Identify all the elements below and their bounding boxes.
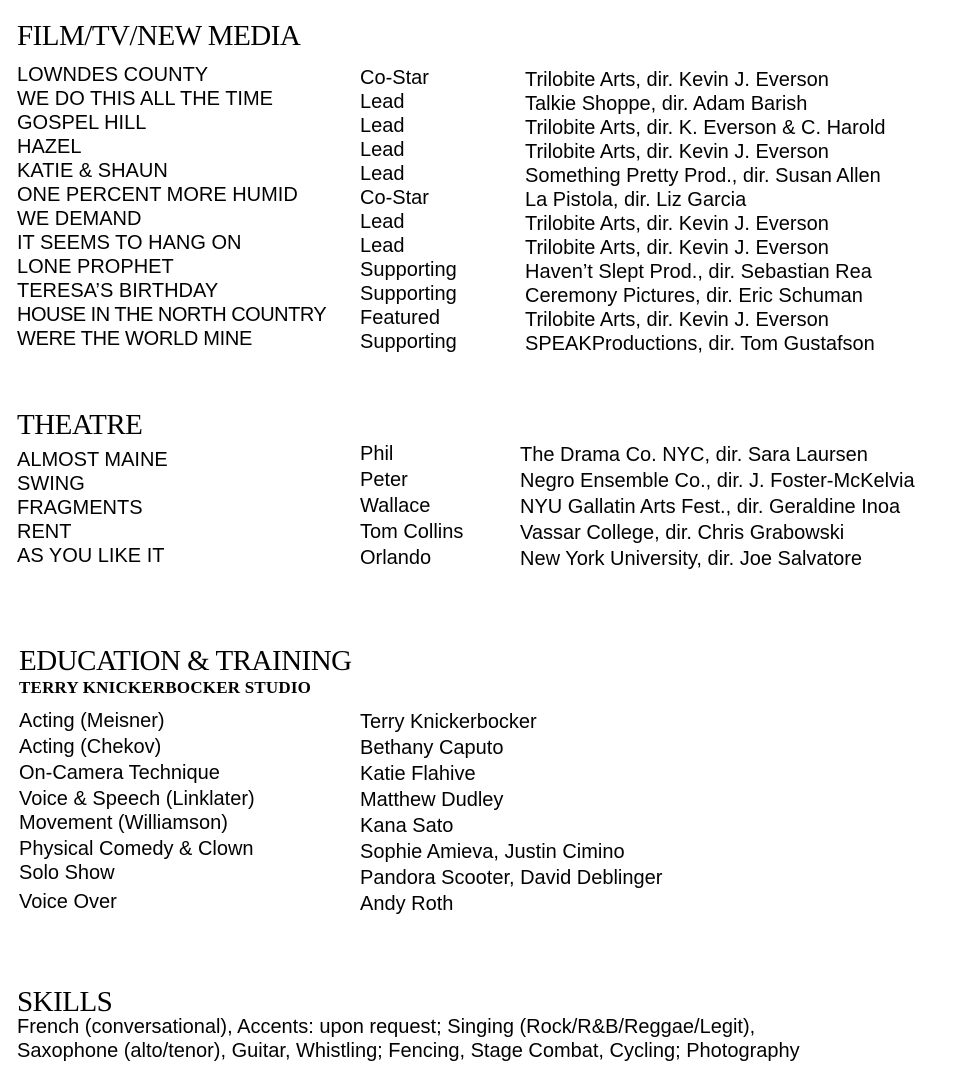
film-role: Supporting	[360, 259, 457, 281]
film-role: Lead	[360, 139, 405, 161]
theatre-titles	[17, 448, 168, 568]
film-credit: Trilobite Arts, dir. Kevin J. Everson	[525, 141, 829, 163]
theatre-role: Tom Collins	[360, 521, 464, 543]
skills-line: Saxophone (alto/tenor), Guitar, Whistling; Fencing, Stage Combat, Cycling; Photography	[17, 1040, 800, 1062]
theatre-credit: NYU Gallatin Arts Fest., dir. Geraldine Inoa	[520, 496, 901, 518]
skills-line: French (conversational), Accents: upon request; Singing (Rock/R&B/Reggae/Legit),	[17, 1016, 756, 1038]
theatre-credit: The Drama Co. NYC, dir. Sara Laursen	[520, 444, 868, 466]
training-subject: Movement (Williamson)	[19, 812, 228, 834]
film-title: WE DEMAND	[17, 208, 142, 230]
theatre-credit: New York University, dir. Joe Salvatore	[520, 548, 863, 570]
film-title: WERE THE WORLD MINE	[17, 328, 253, 350]
training-subject: Voice & Speech (Linklater)	[19, 788, 255, 810]
studio-name: TERRY KNICKERBOCKER STUDIO	[19, 678, 312, 697]
film-role: Co-Star	[360, 67, 429, 89]
film-role: Lead	[360, 211, 405, 233]
training-teacher: Sophie Amieva, Justin Cimino	[360, 841, 625, 863]
training-teacher: Katie Flahive	[360, 763, 476, 785]
training-subject: On-Camera Technique	[19, 762, 220, 784]
film-title: LONE PROPHET	[17, 256, 174, 278]
theatre-title: SWING	[17, 473, 85, 495]
film-role: Lead	[360, 163, 405, 185]
film-credit: Something Pretty Prod., dir. Susan Allen	[525, 165, 881, 187]
film-credit: Haven’t Slept Prod., dir. Sebastian Rea	[525, 261, 872, 283]
training-teacher: Kana Sato	[360, 815, 454, 837]
training-teacher: Terry Knickerbocker	[360, 711, 537, 733]
training-subject: Physical Comedy & Clown	[19, 838, 254, 860]
film-title: HOUSE IN THE NORTH COUNTRY	[17, 304, 327, 326]
training-subject: Solo Show	[19, 862, 115, 884]
education-subjects	[19, 708, 255, 915]
theatre-role: Peter	[360, 469, 408, 491]
training-subject: Acting (Meisner)	[19, 710, 165, 732]
theatre-credits	[520, 442, 915, 572]
film-credit: Trilobite Arts, dir. Kevin J. Everson	[525, 213, 829, 235]
film-title: IT SEEMS TO HANG ON	[17, 232, 242, 254]
film-credits	[525, 68, 886, 356]
film-role: Supporting	[360, 331, 457, 353]
training-teacher: Andy Roth	[360, 893, 454, 915]
theatre-credit: Vassar College, dir. Chris Grabowski	[520, 522, 845, 544]
film-credit: Ceremony Pictures, dir. Eric Schuman	[525, 285, 863, 307]
education-teachers	[360, 709, 662, 917]
theatre-title: FRAGMENTS	[17, 497, 143, 519]
film-title: HAZEL	[17, 136, 82, 158]
film-title: LOWNDES COUNTY	[17, 64, 209, 86]
theatre-roles	[360, 441, 463, 571]
film-title: GOSPEL HILL	[17, 112, 147, 134]
film-credit: Trilobite Arts, dir. Kevin J. Everson	[525, 237, 829, 259]
training-teacher: Matthew Dudley	[360, 789, 504, 811]
film-roles	[360, 66, 457, 354]
film-title: WE DO THIS ALL THE TIME	[17, 88, 273, 110]
film-title: TERESA’S BIRTHDAY	[17, 280, 219, 302]
skills-heading: SKILLS	[17, 986, 113, 1018]
training-subject: Voice Over	[19, 891, 117, 913]
film-credit: SPEAKProductions, dir. Tom Gustafson	[525, 333, 875, 355]
film-titles	[17, 63, 326, 351]
film-credit: Trilobite Arts, dir. Kevin J. Everson	[525, 309, 829, 331]
film-credit: Trilobite Arts, dir. Kevin J. Everson	[525, 69, 829, 91]
skills-list	[17, 1015, 800, 1063]
film-role: Co-Star	[360, 187, 429, 209]
film-role: Featured	[360, 307, 441, 329]
education-heading: EDUCATION & TRAINING	[19, 645, 352, 677]
theatre-role: Orlando	[360, 547, 432, 569]
theatre-title: RENT	[17, 521, 72, 543]
film-heading: FILM/TV/NEW MEDIA	[17, 20, 301, 52]
theatre-heading: THEATRE	[17, 409, 143, 441]
theatre-credit: Negro Ensemble Co., dir. J. Foster-McKelvia	[520, 470, 915, 492]
film-credit: Talkie Shoppe, dir. Adam Barish	[525, 93, 808, 115]
film-role: Lead	[360, 115, 405, 137]
theatre-role: Wallace	[360, 495, 431, 517]
theatre-role: Phil	[360, 443, 394, 465]
film-role: Lead	[360, 235, 405, 257]
film-title: KATIE & SHAUN	[17, 160, 168, 182]
film-role: Lead	[360, 91, 405, 113]
training-teacher: Pandora Scooter, David Deblinger	[360, 867, 663, 889]
film-credit: Trilobite Arts, dir. K. Everson & C. Harold	[525, 117, 886, 139]
training-teacher: Bethany Caputo	[360, 737, 504, 759]
film-credit: La Pistola, dir. Liz Garcia	[525, 189, 747, 211]
film-title: ONE PERCENT MORE HUMID	[17, 184, 298, 206]
theatre-title: ALMOST MAINE	[17, 449, 168, 471]
film-role: Supporting	[360, 283, 457, 305]
training-subject: Acting (Chekov)	[19, 736, 162, 758]
theatre-title: AS YOU LIKE IT	[17, 545, 165, 567]
